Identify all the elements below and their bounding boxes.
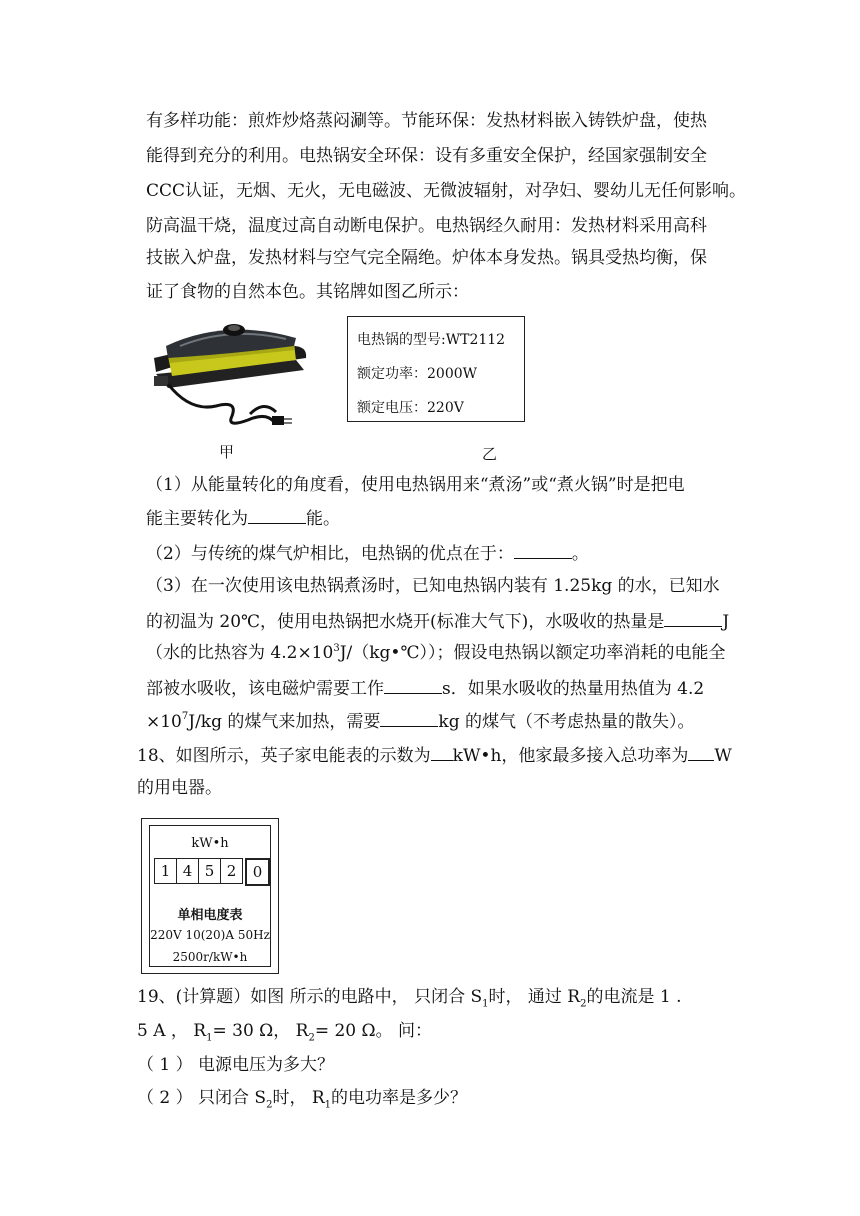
- q17-part3-text: 的初温为 20℃，使用电热锅把水烧开(标准大气下)，水吸收的热量是: [146, 612, 665, 632]
- meter-digit: 4: [176, 858, 199, 884]
- electric-pan-image: [146, 316, 312, 432]
- nameplate-power: 额定功率：2000W: [357, 366, 478, 382]
- q19-text: 时， 通过 R: [488, 987, 581, 1007]
- q18-text: 18、如图所示，英子家电能表的示数为: [137, 746, 431, 766]
- meter-unit: kW•h: [191, 836, 229, 851]
- q19-text: 时， R: [272, 1088, 325, 1108]
- meter-digits: [154, 858, 269, 886]
- intro-line-3: CCC认证，无烟、无火，无电磁波、无微波辐射，对孕妇、婴幼儿无任何影响。: [146, 181, 747, 201]
- q17-part3-line1: （3）在一次使用该电热锅煮汤时，已知电热锅内装有 1.25kg 的水，已知水: [146, 576, 720, 596]
- q18-text: kW•h，他家最多接入总功率为: [452, 746, 689, 766]
- meter-digit: 5: [198, 858, 221, 884]
- q17-part3-line2: [146, 610, 729, 633]
- meter-name: 单相电度表: [177, 908, 243, 923]
- q17-part3-text: J/（kg•℃））；假设电热锅以额定功率消耗的电能全: [339, 643, 726, 663]
- q17-part1-text: 能主要转化为: [146, 509, 248, 529]
- q19-text: 的电流是 1 .: [586, 987, 682, 1007]
- intro-line-4: 防高温干烧，温度过高自动断电保护。电热锅经久耐用：发热材料采用高科: [146, 216, 707, 236]
- meter-digit: 2: [220, 858, 243, 884]
- q17-part1-line2: [146, 507, 340, 530]
- meter-spec: 220V 10(20)A 50Hz: [150, 928, 270, 942]
- answer-blank[interactable]: [514, 542, 572, 559]
- q19-line2: [137, 1020, 432, 1049]
- meter-digit-decimal: 0: [245, 858, 270, 886]
- q17-part3-text: 部被水吸收，该电磁炉需要工作: [146, 679, 384, 699]
- answer-blank[interactable]: [384, 677, 442, 694]
- q19-text: = 30 Ω， R: [212, 1021, 309, 1041]
- q17-part3-text: J/kg 的煤气来加热，需要: [188, 712, 381, 732]
- q17-part3-text: ×10: [146, 712, 182, 732]
- subscript: 1: [206, 1032, 213, 1044]
- q17-part3-line3: [146, 642, 725, 664]
- intro-line-2: 能得到充分的利用。电热锅安全环保：设有多重安全保护，经国家强制安全: [146, 146, 707, 166]
- q18-line1: [137, 744, 732, 767]
- caption-jia: 甲: [219, 443, 235, 461]
- subscript: 2: [266, 1099, 273, 1111]
- q17-part1-tail: 能。: [306, 509, 340, 529]
- q19-text: 的电功率是多少？: [331, 1088, 468, 1108]
- answer-blank[interactable]: [248, 507, 306, 524]
- q19-text: = 20 Ω。 问：: [314, 1021, 433, 1041]
- q19-text: 5 A ， R: [137, 1021, 207, 1041]
- meter-digit: 1: [154, 858, 177, 884]
- intro-line-6: 证了食物的自然本色。其铭牌如图乙所示：: [146, 282, 469, 302]
- energy-meter-face: [149, 825, 271, 967]
- q17-part3-line5: [146, 710, 695, 733]
- nameplate-voltage: 额定电压：220V: [357, 400, 464, 416]
- answer-blank[interactable]: [688, 744, 714, 761]
- answer-blank[interactable]: [431, 744, 453, 761]
- subscript: 1: [324, 1099, 332, 1111]
- q17-part3-text: （水的比热容为 4.2×10: [146, 643, 334, 663]
- nameplate: [347, 316, 525, 422]
- q17-part3-text: s．如果水吸收的热量用热值为 4.2: [442, 679, 705, 699]
- exponent: 7: [181, 711, 189, 722]
- intro-line-1: 有多样功能：煎炸炒烙蒸闷涮等。节能环保：发热材料嵌入铸铁炉盘，使热: [146, 111, 707, 131]
- q19-part2: [137, 1087, 467, 1116]
- q19-text: 19、(计算题）如图 所示的电路中， 只闭合 S: [137, 987, 483, 1007]
- answer-blank[interactable]: [380, 710, 438, 727]
- intro-line-5: 技嵌入炉盘，发热材料与空气完全隔绝。炉体本身发热。锅具受热均衡，保: [146, 248, 707, 268]
- answer-blank[interactable]: [664, 610, 722, 627]
- q17-part2-tail: 。: [571, 544, 589, 564]
- q18-unit: W: [714, 746, 732, 766]
- meter-rate: 2500r/kW•h: [172, 950, 248, 964]
- q17-part3-unit: J: [722, 612, 730, 632]
- q19-text: （ 2 ） 只闭合 S: [137, 1088, 267, 1108]
- subscript: 1: [482, 998, 489, 1010]
- subscript: 2: [580, 998, 587, 1010]
- q19-part1: （ 1 ） 电源电压为多大？: [137, 1055, 335, 1075]
- energy-meter: [141, 818, 279, 974]
- q17-part2-text: （2）与传统的煤气炉相比，电热锅的优点在于：: [146, 544, 514, 564]
- q19-line1: [137, 986, 682, 1015]
- exponent: 3: [333, 643, 340, 654]
- q17-part2: [146, 542, 589, 565]
- nameplate-model: 电热锅的型号:WT2112: [357, 332, 506, 348]
- caption-yi: 乙: [482, 445, 498, 463]
- q17-part1-line1: （1）从能量转化的角度看，使用电热锅用来“煮汤”或“煮火锅”时是把电: [146, 475, 685, 495]
- subscript: 2: [308, 1032, 315, 1044]
- q18-line2: 的用电器。: [137, 778, 222, 798]
- q17-part3-line4: [146, 677, 704, 700]
- q17-part3-text: kg 的煤气（不考虑热量的散失）。: [438, 712, 695, 732]
